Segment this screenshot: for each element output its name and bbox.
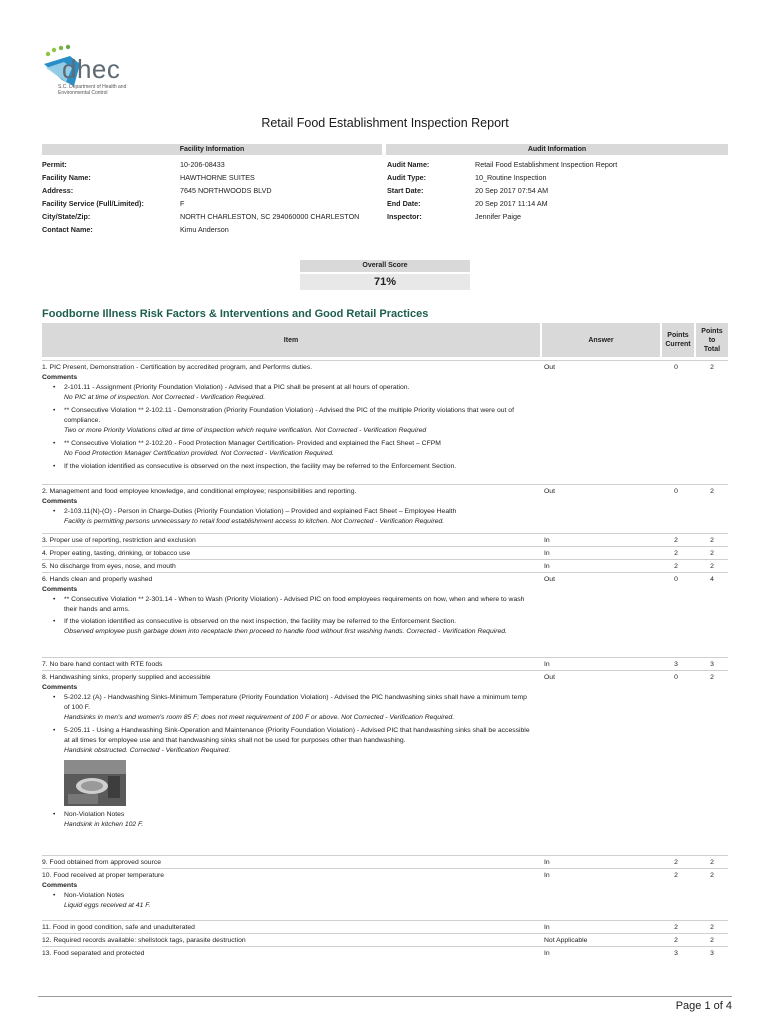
comments-heading: Comments (42, 586, 78, 593)
comment-note: Observed employee push garbage down into receptacle then proceed to handle food without first washing hands. Corrected - Verification Required. (64, 628, 507, 635)
audit-label: Start Date: (387, 186, 424, 195)
comment-note: Handsinks in men's and women's room 85 F; does not meet requirement of 100 F or above. Not Corrected - Verification Required. (64, 714, 455, 721)
row-divider (42, 657, 728, 658)
item-text: 10. Food received at proper temperature (42, 872, 165, 879)
item-text: 11. Food in good condition, safe and unadulterated (42, 924, 195, 931)
row-main (42, 535, 728, 546)
column-header-points-current (662, 323, 694, 357)
logo-subtitle-line1: S.C. Department of Health and (58, 84, 127, 90)
facility-value: HAWTHORNE SUITES (180, 173, 255, 182)
item-points-current: 2 (674, 563, 678, 570)
row-main (42, 548, 728, 559)
item-answer: In (544, 924, 550, 931)
footer-divider (38, 996, 732, 997)
item-text: 9. Food obtained from approved source (42, 859, 162, 866)
item-text: 4. Proper eating, tasting, drinking, or tobacco use (42, 550, 191, 557)
table-row (42, 362, 728, 474)
item-text: 5. No discharge from eyes, nose, and mouth (42, 563, 176, 570)
comment-note: Handsink in kitchen 102 F. (64, 821, 144, 828)
table-row (42, 935, 728, 946)
item-points-current: 2 (674, 924, 678, 931)
item-text: 12. Required records available: shellstock tags, parasite destruction (42, 937, 246, 944)
report-title: Retail Food Establishment Inspection Report (261, 116, 509, 130)
row-divider (42, 670, 728, 671)
audit-value: Jennifer Paige (475, 212, 521, 221)
column-header-points-total-line2: to (708, 336, 716, 344)
table-row (42, 922, 728, 933)
item-text: 8. Handwashing sinks, properly supplied and accessible (42, 674, 211, 681)
audit-info-header: Audit Information (386, 144, 728, 155)
row-main (42, 574, 728, 585)
page-number: Page 1 of 4 (675, 1000, 732, 1012)
row-main (42, 672, 728, 683)
section-title: Foodborne Illness Risk Factors & Interventions and Good Retail Practices (42, 308, 429, 320)
facility-info-header: Facility Information (42, 144, 382, 155)
overall-score-label: Overall Score (300, 260, 470, 272)
column-header-answer: Answer (542, 323, 660, 357)
facility-value: Kimu Anderson (180, 225, 229, 234)
row-main (42, 870, 728, 881)
row-main (42, 948, 728, 959)
item-points-total: 2 (710, 924, 714, 931)
table-row (42, 672, 728, 833)
item-points-current: 2 (674, 937, 678, 944)
column-header-points-total (696, 323, 728, 357)
item-points-total: 2 (710, 364, 714, 371)
facility-label: City/State/Zip: (42, 212, 91, 221)
column-header-item: Item (42, 323, 540, 357)
comment-note: Handsink obstructed. Corrected - Verification Required. (64, 747, 231, 754)
item-points-current: 0 (674, 674, 678, 681)
row-divider (42, 572, 728, 573)
item-points-total: 2 (710, 937, 714, 944)
table-row (42, 870, 728, 914)
facility-value: NORTH CHARLESTON, SC 294060000 CHARLESTON (180, 212, 360, 221)
item-answer: In (544, 859, 550, 866)
comment-bullet: • If the violation identified as consecutive is observed on the next inspection, the facility may be referred to the Enforcement Section. (42, 462, 534, 472)
overall-score-box (300, 260, 470, 290)
facility-label: Contact Name: (42, 225, 93, 234)
item-points-current: 2 (674, 859, 678, 866)
table-row (42, 535, 728, 546)
item-points-total: 2 (710, 859, 714, 866)
row-main (42, 857, 728, 868)
item-answer: Out (544, 576, 555, 583)
item-points-total: 2 (710, 563, 714, 570)
facility-value: 7645 NORTHWOODS BLVD (180, 186, 272, 195)
comment-bullet: • Non-Violation Notes (42, 810, 534, 820)
item-points-current: 0 (674, 364, 678, 371)
facility-label: Permit: (42, 160, 67, 169)
facility-label: Facility Service (Full/Limited): (42, 199, 144, 208)
item-points-current: 2 (674, 872, 678, 879)
row-divider (42, 484, 728, 485)
item-points-total: 2 (710, 550, 714, 557)
item-text: 2. Management and food employee knowledge, and conditional employee; responsibilities and reporting. (42, 488, 357, 495)
row-divider (42, 855, 728, 856)
column-header-points-current-label: Points Current (665, 332, 691, 348)
item-text: 7. No bare hand contact with RTE foods (42, 661, 163, 668)
audit-label: Audit Type: (387, 173, 426, 182)
table-row (42, 486, 728, 530)
audit-value: 10_Routine Inspection (475, 173, 547, 182)
row-main (42, 935, 728, 946)
comment-bullet: • Non-Violation Notes (42, 891, 534, 901)
item-answer: Out (544, 488, 555, 495)
comment-spacer (42, 472, 728, 474)
comment-note: Liquid eggs received at 41 F. (64, 902, 151, 909)
audit-value: Retail Food Establishment Inspection Report (475, 160, 618, 169)
comment-bullet: • If the violation identified as consecutive is observed on the next inspection, the facility may be referred to the Enforcement Section. (42, 617, 534, 627)
row-divider (42, 546, 728, 547)
comment-bullet: • ** Consecutive Violation ** 2-102.11 - Demonstration (Priority Foundation Violation) - Advised the PIC of the multiple Priority violations that were out of compliance. (42, 406, 534, 426)
row-divider (42, 933, 728, 934)
item-text: 3. Proper use of reporting, restriction and exclusion (42, 537, 196, 544)
audit-label: End Date: (387, 199, 421, 208)
comment-bullet: • 5-205.11 - Using a Handwashing Sink-Operation and Maintenance (Priority Foundation Violation) - Advised PIC that handwashing sinks shall be accessible at all times for employee use and that handwashing sinks shall not be used for purposes other than handwashing. (42, 726, 534, 746)
item-points-current: 2 (674, 550, 678, 557)
audit-value: 20 Sep 2017 07:54 AM (475, 186, 549, 195)
comments-heading: Comments (42, 684, 78, 691)
comments-heading: Comments (42, 882, 78, 889)
overall-score-value: 71% (300, 274, 470, 290)
facility-label: Address: (42, 186, 74, 195)
item-answer: In (544, 872, 550, 879)
comment-bullet: • 2-101.11 - Assignment (Priority Foundation Violation) - Advised that a PIC shall be present at all hours of operation. (42, 383, 534, 393)
row-divider (42, 868, 728, 869)
table-row (42, 948, 728, 959)
row-divider (42, 946, 728, 947)
row-divider (42, 533, 728, 534)
item-points-current: 0 (674, 576, 678, 583)
comments-heading: Comments (42, 374, 78, 381)
item-points-total: 2 (710, 488, 714, 495)
item-points-total: 3 (710, 950, 714, 957)
table-row (42, 574, 728, 640)
row-divider (42, 559, 728, 560)
comment-note: Two or more Priority Violations cited at time of inspection which require verification. Not Corrected - Verification Required (64, 427, 427, 434)
item-answer: In (544, 563, 550, 570)
row-main (42, 486, 728, 497)
audit-value: 20 Sep 2017 11:14 AM (475, 199, 548, 208)
item-answer: Not Applicable (544, 937, 588, 944)
table-row (42, 857, 728, 868)
item-points-current: 0 (674, 488, 678, 495)
item-text: 1. PIC Present, Demonstration - Certification by accredited program, and Performs duties. (42, 364, 313, 371)
logo-wordmark: dhec (62, 54, 121, 84)
item-answer: Out (544, 364, 555, 371)
item-answer: In (544, 537, 550, 544)
inspection-photo (64, 760, 126, 806)
facility-label: Facility Name: (42, 173, 91, 182)
row-main (42, 659, 728, 670)
column-header-points-total-line1: Points (701, 327, 723, 335)
item-points-current: 2 (674, 537, 678, 544)
item-text: 13. Food separated and protected (42, 950, 145, 957)
item-points-total: 2 (710, 537, 714, 544)
item-points-total: 4 (710, 576, 714, 583)
comment-bullet: • ** Consecutive Violation ** 2-301.14 - When to Wash (Priority Violation) - Advised PIC on food employees requirements on how, when and where to wash their hands and arms. (42, 595, 534, 615)
table-row (42, 561, 728, 572)
item-text: 6. Hands clean and properly washed (42, 576, 153, 583)
row-main (42, 922, 728, 933)
item-points-current: 3 (674, 950, 678, 957)
comment-note: No PIC at time of inspection. Not Corrected - Verification Required. (64, 394, 266, 401)
item-answer: In (544, 661, 550, 668)
comments-heading: Comments (42, 498, 78, 505)
item-answer: In (544, 950, 550, 957)
table-row (42, 548, 728, 559)
facility-value: 10-206-08433 (180, 160, 225, 169)
logo-subtitle-line2: Environmental Control (58, 90, 108, 96)
audit-label: Inspector: (387, 212, 422, 221)
item-answer: In (544, 550, 550, 557)
comment-note: No Food Protection Manager Certification provided. Not Corrected - Verification Required. (64, 450, 334, 457)
row-main (42, 561, 728, 572)
item-points-total: 2 (710, 674, 714, 681)
comment-bullet: • ** Consecutive Violation ** 2-102.20 - Food Protection Manager Certification- Provided and explained the Fact Sheet – CFPM (42, 439, 534, 449)
comment-bullet: • 2-103.11(N)-(O) - Person in Charge-Duties (Priority Foundation Violation) – Provided and explained Fact Sheet – Employee Health (42, 507, 534, 517)
item-points-current: 3 (674, 661, 678, 668)
table-row (42, 659, 728, 670)
photo-image-icon (64, 760, 126, 806)
comment-note: Facility is permitting persons unnecessary to retail food establishment access to kitchen. Not Corrected - Verification Required. (64, 518, 445, 525)
comment-bullet: • 5-202.12 (A) - Handwashing Sinks-Minimum Temperature (Priority Foundation Violation) - Advised the PIC handwashing sinks shall have a minimum temp of 100 F. (42, 693, 534, 713)
item-points-total: 2 (710, 872, 714, 879)
audit-label: Audit Name: (387, 160, 430, 169)
item-answer: Out (544, 674, 555, 681)
row-divider (42, 360, 728, 361)
row-divider (42, 920, 728, 921)
item-points-total: 3 (710, 661, 714, 668)
facility-value: F (180, 199, 185, 208)
row-main (42, 362, 728, 373)
column-header-points-total-line3: Total (703, 345, 721, 353)
